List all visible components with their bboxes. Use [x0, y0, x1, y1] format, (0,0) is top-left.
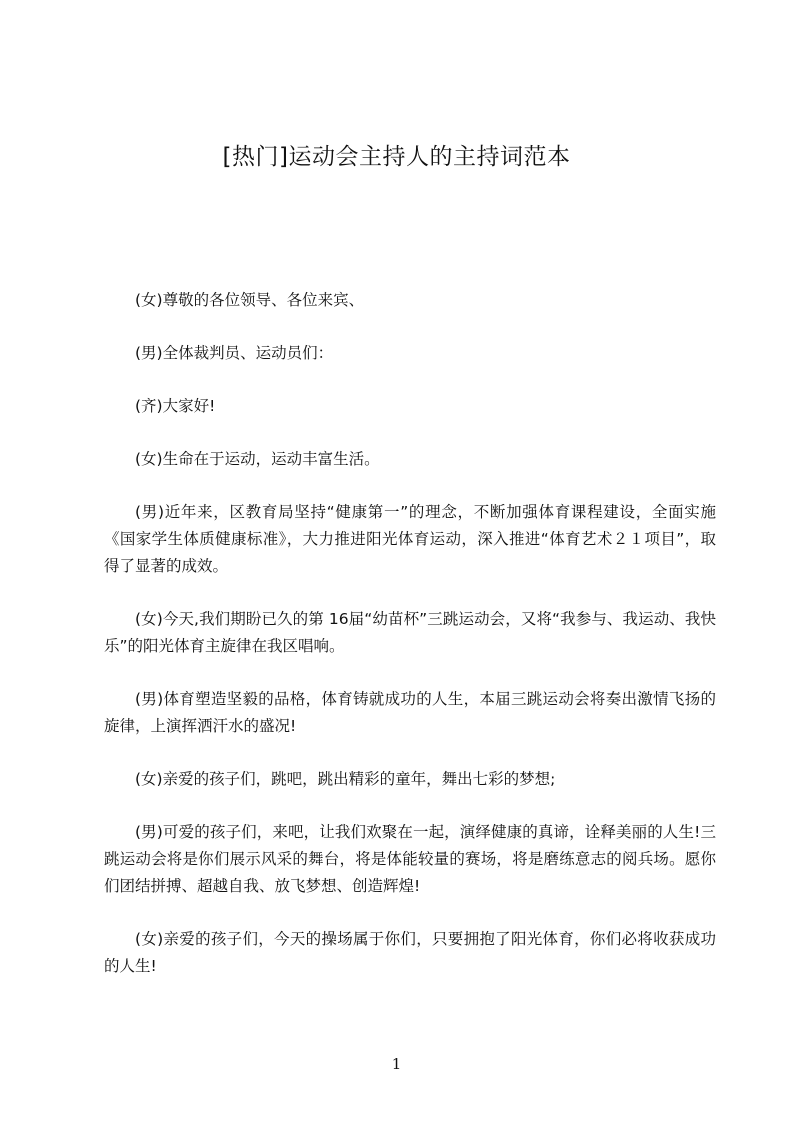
- paragraph: (女)今天,我们期盼已久的第 16届“幼苗杯”三跳运动会，又将“我参与、我运动、我快乐”的阳光体育主旋律在我区唱响。: [104, 610, 716, 655]
- paragraph: (女)亲爱的孩子们，今天的操场属于你们，只要拥抱了阳光体育，你们必将收获成功的人生!: [104, 930, 716, 975]
- paragraph: (男)体育塑造坚毅的品格，体育铸就成功的人生，本届三跳运动会将奏出激情飞扬的旋律，上演挥洒汗水的盛况!: [104, 690, 716, 735]
- paragraph: (女)亲爱的孩子们，跳吧，跳出精彩的童年，舞出七彩的梦想;: [135, 770, 556, 788]
- paragraph: (男)可爱的孩子们，来吧，让我们欢聚在一起，演绎健康的真谛，诠释美丽的人生!三跳运动会将是你们展示风采的舞台，将是体能较量的赛场，将是磨练意志的阅兵场。愿你们团结拼搏、超越自我、放飞梦想、创造辉煌!: [104, 823, 716, 895]
- page-number: 1: [391, 1055, 402, 1073]
- paragraph: (女)生命在于运动，运动丰富生活。: [135, 450, 380, 468]
- paragraph: (齐)大家好!: [135, 397, 216, 415]
- document-title: [热门]运动会主持人的主持词范本: [222, 144, 571, 170]
- paragraph: (男)全体裁判员、运动员们：: [135, 344, 334, 362]
- document-body: [104, 287, 716, 1006]
- paragraph: (女)尊敬的各位领导、各位来宾、: [135, 291, 365, 309]
- paragraph: (男)近年来，区教育局坚持“健康第一”的理念，不断加强体育课程建设，全面实施《国家学生体质健康标准》，大力推进阳光体育运动，深入推进“体育艺术２１项目”，取得了显著的成效。: [104, 503, 716, 575]
